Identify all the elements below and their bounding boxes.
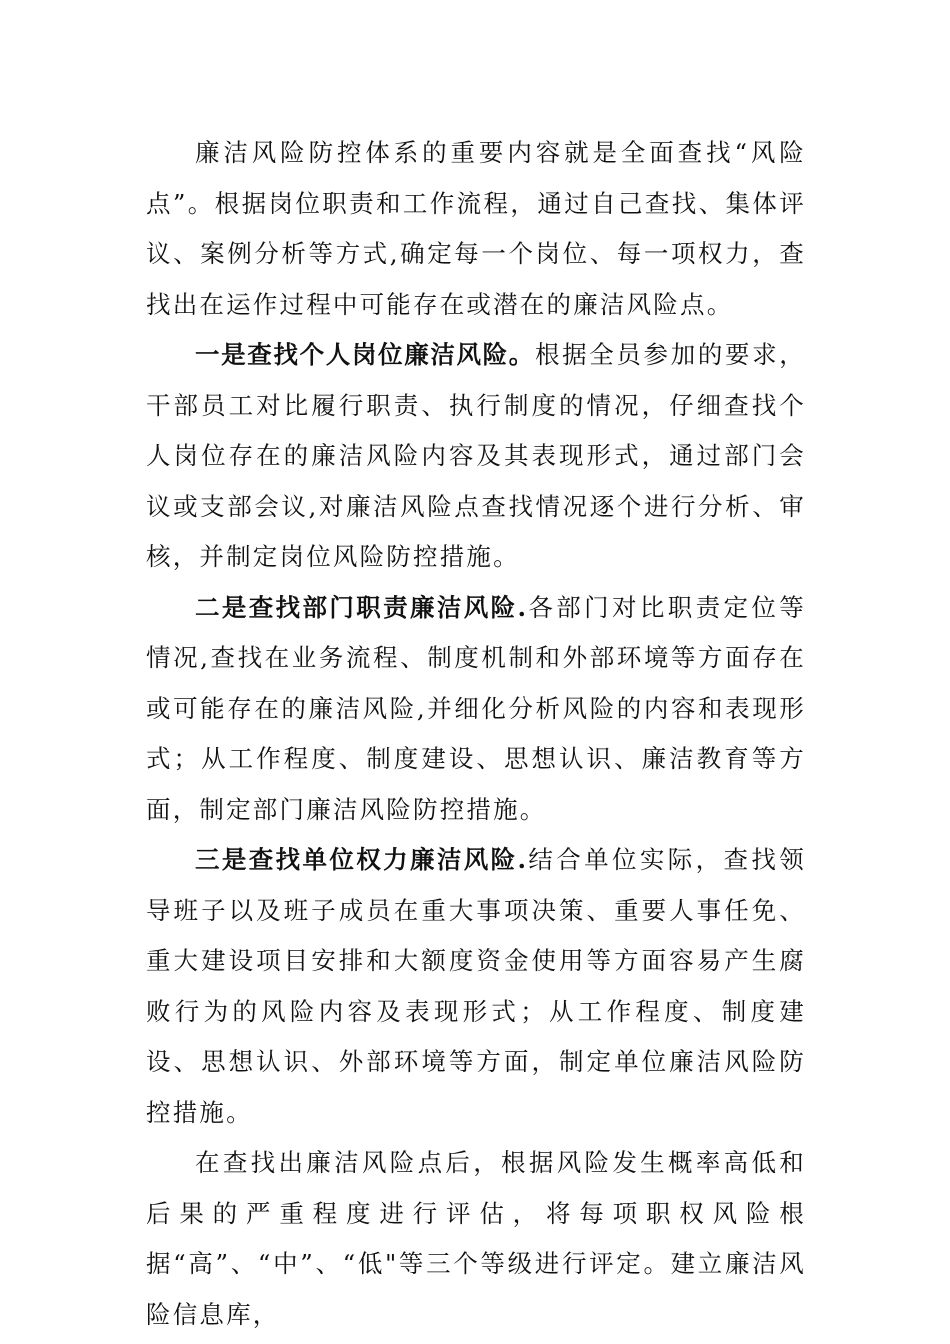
paragraph-lead: 二是查找部门职责廉洁风险. xyxy=(195,592,528,622)
paragraph-intro xyxy=(146,128,806,330)
document-body xyxy=(146,128,806,1340)
paragraph-text: 根据全员参加的要求，干部员工对比履行职责、执行制度的情况，仔细查找个人岗位存在的廉洁风险内容及其表现形式，通过部门会议或支部会议,对廉洁风险点查找情况逐个进行分析、审核，并制定岗位风险防控措施。 xyxy=(146,340,806,571)
paragraph-assessment xyxy=(146,1138,806,1340)
paragraph-unit-risk xyxy=(146,835,806,1138)
paragraph-personal-risk xyxy=(146,330,806,583)
paragraph-lead: 一是查找个人岗位廉洁风险。 xyxy=(195,340,535,369)
paragraph-lead: 三是查找单位权力廉洁风险. xyxy=(195,845,528,874)
paragraph-department-risk xyxy=(146,583,806,836)
paragraph-text: 在查找出廉洁风险点后，根据风险发生概率高低和后果的严重程度进行评估，将每项职权风险根据“高”、“中”、“低"等三个等级进行评定。建立廉洁风险信息库， xyxy=(146,1148,806,1329)
paragraph-text: 结合单位实际，查找领导班子以及班子成员在重大事项决策、重要人事任免、重大建设项目安排和大额度资金使用等方面容易产生腐败行为的风险内容及表现形式；从工作程度、制度建设、思想认识、外部环境等方面，制定单位廉洁风险防控措施。 xyxy=(146,845,806,1127)
paragraph-text: 各部门对比职责定位等情况,查找在业务流程、制度机制和外部环境等方面存在或可能存在的廉洁风险,并细化分析风险的内容和表现形式；从工作程度、制度建设、思想认识、廉洁教育等方面，制定部门廉洁风险防控措施。 xyxy=(146,592,806,824)
paragraph-text: 廉洁风险防控体系的重要内容就是全面查找“风险点”。根据岗位职责和工作流程，通过自己查找、集体评议、案例分析等方式,确定每一个岗位、每一项权力，查找出在运作过程中可能存在或潜在的廉洁风险点。 xyxy=(146,138,806,319)
